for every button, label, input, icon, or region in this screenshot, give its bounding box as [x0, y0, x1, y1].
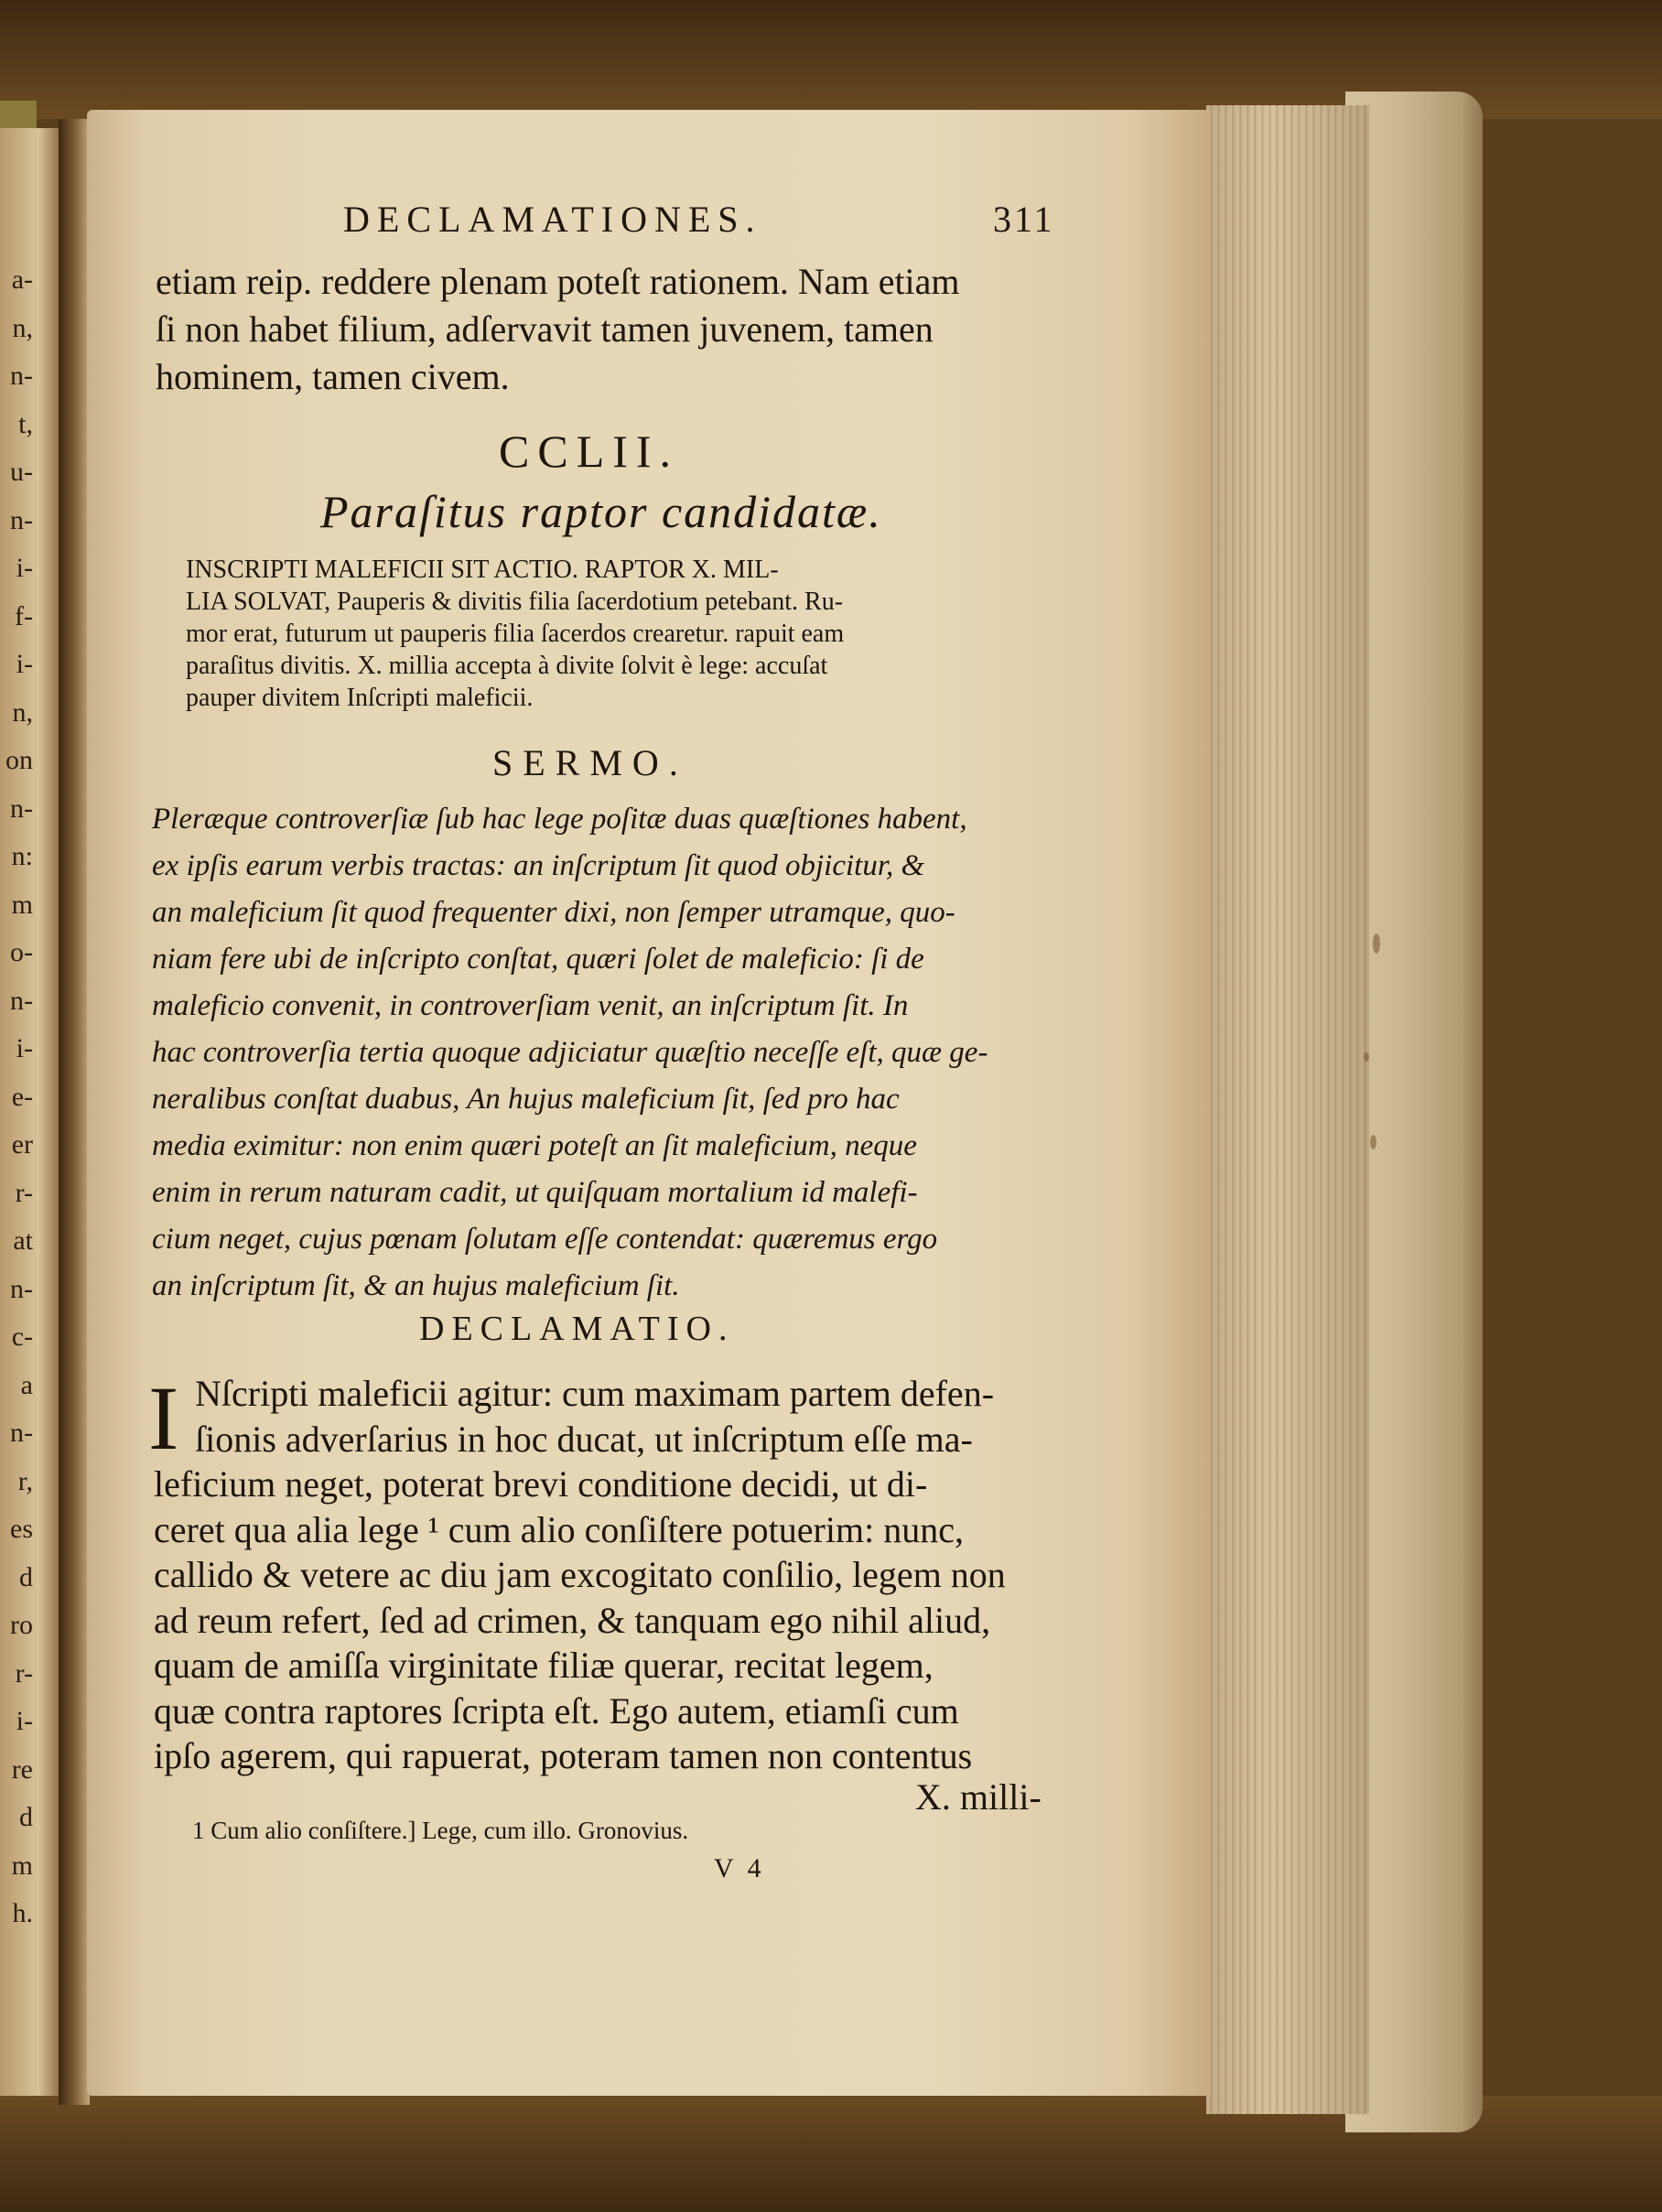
margin-fragment: n, [12, 696, 33, 728]
text-line: niam fere ubi de inſcripto conſtat, quæri ſolet de maleficio: ſi de [152, 943, 924, 976]
text-line: Pleræque controverſiæ ſub hac lege poſitæ duas quæſtiones habent, [152, 803, 967, 836]
book-gutter [59, 119, 90, 2105]
margin-fragment: m [11, 889, 33, 920]
text-line: hominem, tamen civem. [156, 356, 510, 397]
left-page-margin-text [0, 256, 33, 1928]
margin-fragment: i- [16, 1706, 33, 1736]
sermo-heading: SERMO. [492, 742, 688, 783]
foxing-spot [1370, 1135, 1376, 1149]
text-line: paraſitus divitis. X. millia accepta à divite ſolvit è lege: accuſat [186, 652, 828, 680]
margin-fragment: o- [10, 937, 33, 967]
text-line: an maleficium ſit quod frequenter dixi, non ſemper utramque, quo- [152, 896, 955, 929]
margin-fragment: i- [16, 1033, 33, 1063]
margin-fragment: er [11, 1129, 33, 1160]
signature-mark: V 4 [714, 1853, 765, 1883]
margin-fragment: re [11, 1753, 33, 1785]
argument-paragraph [186, 554, 844, 714]
text-line: ceret qua alia lege ¹ cum alio conſiſtere potuerim: nunc, [154, 1508, 964, 1550]
text-line: quæ contra raptores ſcripta eſt. Ego autem, etiamſi cum [154, 1689, 959, 1732]
margin-fragment: a- [11, 264, 33, 295]
margin-fragment: f- [15, 600, 33, 631]
margin-fragment: e- [11, 1081, 33, 1112]
margin-fragment: n- [10, 1418, 33, 1448]
margin-fragment: i- [16, 553, 33, 583]
text-line: etiam reip. reddere plenam poteſt rationem. Nam etiam [156, 261, 960, 302]
text-line: neralibus conſtat duabus, An hujus maleficium ſit, ſed pro hac [152, 1083, 900, 1116]
text-line: ſionis adverſarius in hoc ducat, ut inſcriptum eſſe ma- [195, 1418, 973, 1460]
margin-fragment: n- [10, 361, 33, 391]
text-line: LIA SOLVAT, Pauperis & divitis filia ſacerdotium petebant. Ru- [186, 588, 844, 616]
text-line: ſi non habet filium, adſervavit tamen juvenem, tamen [156, 308, 934, 350]
margin-fragment: r- [15, 1657, 33, 1689]
text-line: pauper divitem Inſcripti maleficii. [186, 684, 534, 712]
page-stack-shading [1206, 105, 1369, 2114]
margin-fragment: n, [12, 312, 33, 343]
declamatio-heading: DECLAMATIO. [419, 1310, 735, 1348]
margin-fragment: u- [10, 457, 33, 487]
margin-fragment: on [5, 745, 33, 775]
margin-fragment: d [19, 1561, 33, 1592]
running-head: DECLAMATIONES. [343, 199, 762, 240]
margin-fragment: a [20, 1369, 33, 1400]
section-number: CCLII. [499, 426, 680, 477]
margin-fragment: m [11, 1850, 33, 1881]
continuation-paragraph [156, 258, 960, 401]
margin-fragment: ro [10, 1610, 33, 1640]
margin-fragment: n: [11, 841, 33, 871]
text-line: Nſcripti maleficii agitur: cum maximam partem defen- [195, 1373, 995, 1414]
margin-fragment: r- [15, 1177, 33, 1208]
margin-fragment: at [13, 1225, 33, 1256]
margin-fragment: d [19, 1802, 33, 1832]
margin-fragment: n- [10, 1273, 33, 1304]
text-line: callido & vetere ac diu jam excogitato conſilio, legem non [154, 1554, 1006, 1595]
margin-fragment: c- [11, 1322, 33, 1352]
text-line: ex ipſis earum verbis tractas: an inſcriptum ſit quod objicitur, & [152, 849, 925, 882]
text-line: maleficio convenit, in controverſiam venit, an inſcriptum ſit. In [152, 989, 909, 1022]
margin-fragment: es [10, 1514, 33, 1544]
drop-cap: I [148, 1367, 179, 1469]
text-line: cium neget, cujus pœnam ſolutam eſſe contendat: quæremus ergo [152, 1223, 938, 1256]
footnote: 1 Cum alio conſiſtere.] Lege, cum illo. Gronovius. [192, 1817, 689, 1844]
foxing-spot [1364, 1052, 1369, 1062]
foxing-spot [1373, 933, 1380, 954]
margin-fragment: n- [10, 985, 33, 1016]
sermo-paragraph [152, 796, 987, 1310]
text-line: an inſcriptum ſit, & an hujus maleficium ſit. [152, 1269, 680, 1302]
margin-fragment: n- [10, 793, 33, 824]
text-line: ad reum refert, ſed ad crimen, & tanquam ego nihil aliud, [154, 1599, 991, 1641]
text-line: ipſo agerem, qui rapuerat, poteram tamen non contentus [154, 1735, 973, 1776]
text-line: INSCRIPTI MALEFICII SIT ACTIO. RAPTOR X. MIL- [186, 556, 779, 584]
margin-fragment: i- [16, 649, 33, 679]
margin-fragment: h. [12, 1898, 33, 1928]
text-line: leficium neget, poterat brevi conditione decidi, ut di- [154, 1463, 928, 1505]
page-number: 311 [993, 199, 1055, 240]
text-line: quam de amiſſa virginitate filiæ querar, recitat legem, [154, 1645, 934, 1686]
margin-fragment: n- [10, 504, 33, 535]
text-line: mor erat, futurum ut pauperis filia ſacerdos crearetur. rapuit eam [186, 620, 845, 648]
catchword: X. milli- [915, 1776, 1041, 1818]
text-line: hac controverſia tertia quoque adjiciatur quæſtio neceſſe eſt, quæ ge- [152, 1036, 988, 1069]
section-title: Paraſitus raptor candidatæ. [320, 486, 882, 537]
margin-fragment: r, [17, 1465, 33, 1496]
text-line: enim in rerum naturam cadit, ut quiſquam mortalium id malefi- [152, 1176, 918, 1209]
text-line: media eximitur: non enim quæri poteſt an ſit maleficium, neque [152, 1129, 917, 1162]
margin-fragment: t, [18, 408, 33, 439]
declamatio-paragraph [154, 1371, 1006, 1779]
